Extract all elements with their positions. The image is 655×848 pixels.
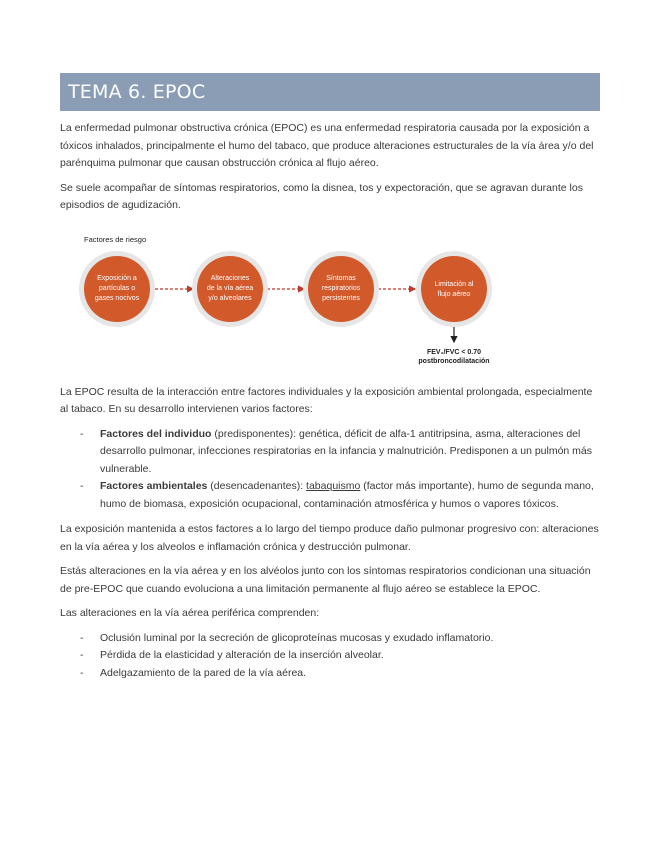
list-item <box>60 426 600 479</box>
factor-qualifier: (desencadenantes): <box>207 480 307 492</box>
peripheral-intro-paragraph: Las alteraciones en la vía aérea periférica comprenden: <box>60 607 320 619</box>
svg-text:respiratorios: respiratorios <box>321 284 361 292</box>
factor-qualifier: (predisponentes): <box>211 427 299 440</box>
diagram-svg <box>60 222 600 372</box>
factors-intro-paragraph: La EPOC resulta de la interacción entre factores individuales y la exposición ambiental prolongada, especialmente al tabaco. En su desarrollo intervienen varios factores: <box>60 385 593 415</box>
diagram-heading: Factores de riesgo <box>84 234 147 244</box>
intro-paragraph-2: Se suele acompañar de síntomas respiratorios, como la disnea, tos y expectoración, que se agravan durante los episodios de agudización. <box>60 181 583 211</box>
title-banner <box>60 73 600 111</box>
svg-text:y/o alveolares: y/o alveolares <box>208 294 252 302</box>
node-alterations <box>192 251 268 327</box>
svg-text:partículas o: partículas o <box>98 284 136 292</box>
svg-text:flujo aéreo: flujo aéreo <box>437 290 471 298</box>
diagram-result-ratio: FEV₁/FVC < 0.70 <box>426 348 482 356</box>
list-item: - Adelgazamiento de la pared de la vía aérea. <box>60 665 600 683</box>
node-exposure <box>79 251 155 327</box>
pre-epoc-paragraph: Estás alteraciones en la vía aérea y en los alvéolos junto con los síntomas respiratorios condicionan una situación de pre-EPOC que cuando evoluciona a una limitación permanente al flujo aéreo se establece la EPOC. <box>60 565 591 595</box>
svg-text:gases nocivos: gases nocivos <box>94 294 140 302</box>
page-title: TEMA 6. EPOC <box>68 81 206 103</box>
list-item <box>60 478 600 513</box>
peripheral-list <box>60 630 600 683</box>
factors-list <box>60 426 600 514</box>
svg-text:Limitación al: Limitación al <box>434 280 474 288</box>
factor-text: (factor más importante), humo de segunda mano, humo de biomasa, exposición ocupacional, contaminación atmosférica y humos o vapores tóxicos. <box>100 480 594 510</box>
factor-label: Factores ambientales <box>100 480 208 492</box>
svg-text:Exposición a: Exposición a <box>97 274 137 282</box>
factor-text: genética, déficit de alfa-1 antitripsina, asma, alteraciones del desarrollo pulmonar, infecciones respiratorias en la infancia y malnutrición. Predisponen a un pulmón más vulnerable. <box>100 427 593 475</box>
list-item: - Oclusión luminal por la secreción de glicoproteínas mucosas y exudado inflamatorio. <box>60 630 600 648</box>
document-body <box>60 120 600 690</box>
intro-paragraph-1: La enfermedad pulmonar obstructiva crónica (EPOC) es una enfermedad respiratoria causada por la exposición a tóxicos inhalados, principalmente el humo del tabaco, que produce alteraciones estructurales de la vía área y/o del parénquima pulmonar que causan obstrucción crónica al flujo aéreo. <box>60 122 594 169</box>
node-airflow-limitation <box>416 251 492 327</box>
svg-text:de la vía aérea: de la vía aérea <box>206 284 254 292</box>
factor-label: Factores del individuo <box>100 427 212 440</box>
epoc-pathway-diagram <box>60 222 600 372</box>
svg-text:persistentes: persistentes <box>322 294 360 302</box>
diagram-result-qualifier: postbroncodilatación <box>418 357 490 365</box>
list-item: - Pérdida de la elasticidad y alteración de la inserción alveolar. <box>60 647 600 665</box>
node-symptoms <box>303 251 379 327</box>
damage-paragraph: La exposición mantenida a estos factores a lo largo del tiempo produce daño pulmonar progresivo con: alteraciones en la vía aérea y los alveolos e inflamación crónica y destrucción pulmonar. <box>60 523 599 553</box>
factor-underlined: tabaquismo <box>306 480 361 492</box>
svg-text:Alteraciones: Alteraciones <box>210 274 250 282</box>
svg-text:Síntomas: Síntomas <box>326 274 356 282</box>
